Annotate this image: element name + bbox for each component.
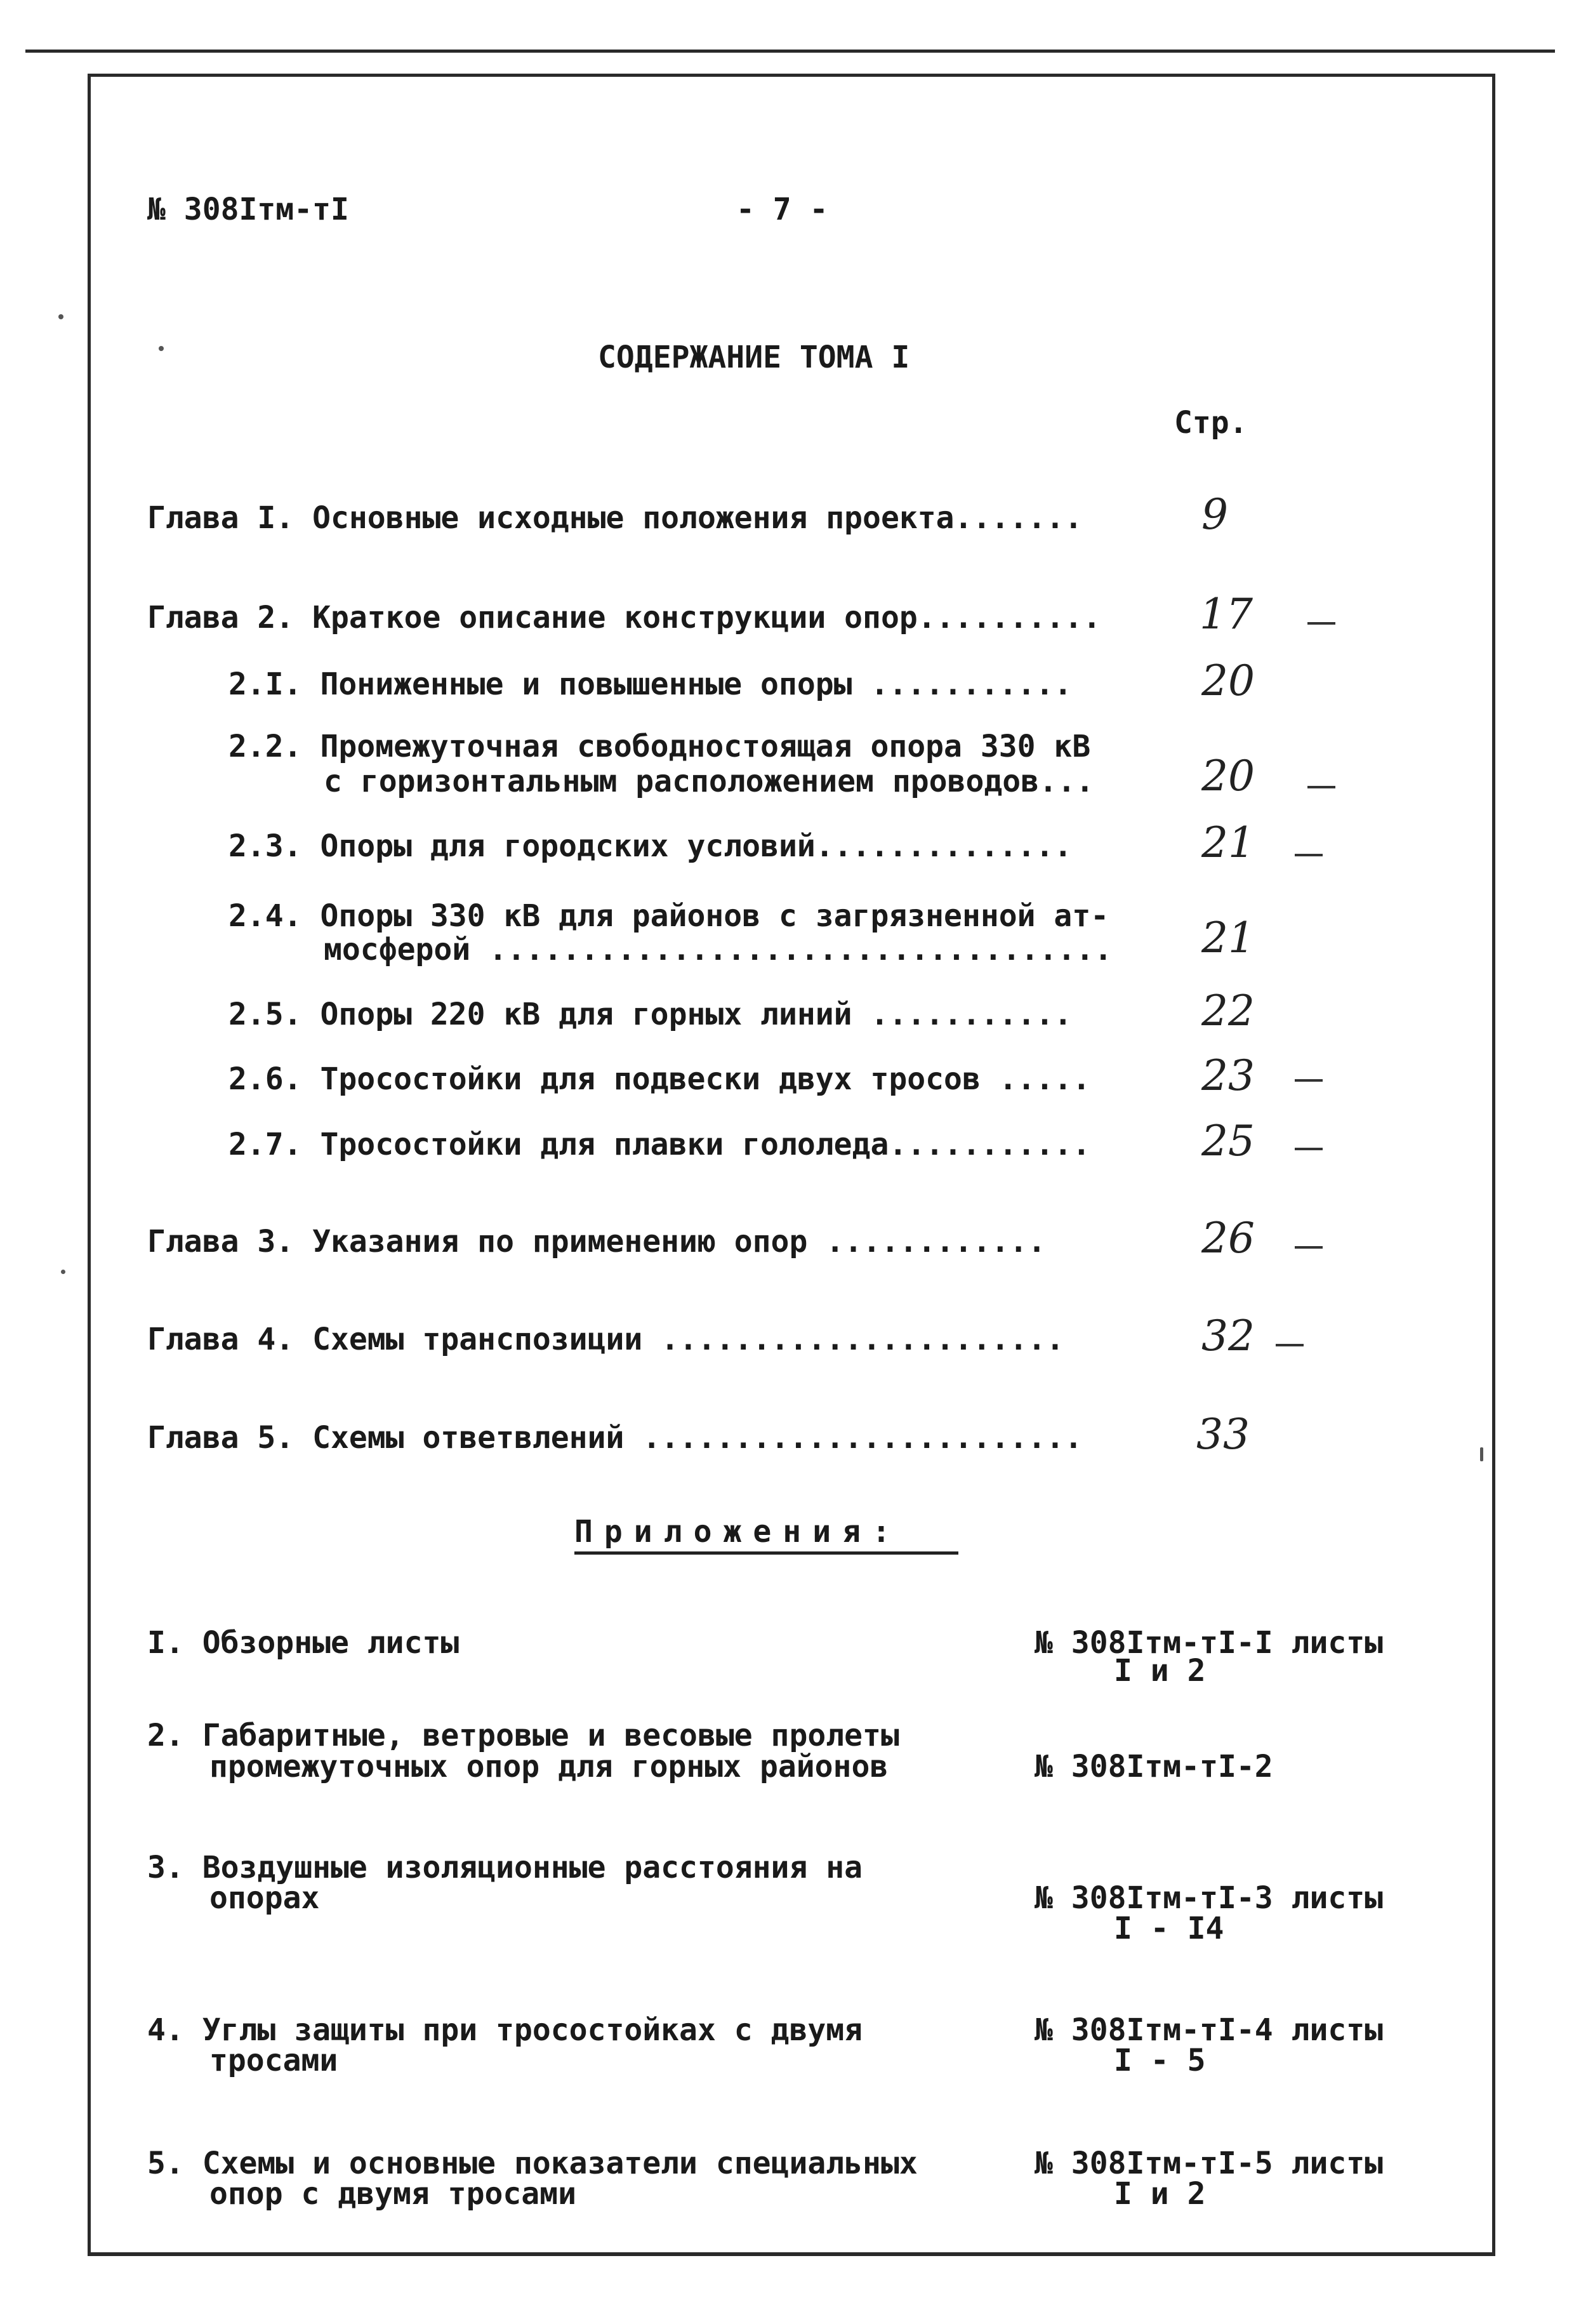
appendix-item-sheets: I и 2	[1114, 2176, 1206, 2212]
appendix-item-title: 5. Схемы и основные показатели специальных	[147, 2146, 918, 2181]
appendix-title-underline	[574, 1551, 958, 1555]
scan-speck	[61, 1270, 65, 1274]
appendix-item-title: 4. Углы защиты при тросостойках с двумя	[147, 2012, 863, 2048]
toc-page-number: 21	[1201, 818, 1255, 867]
appendix-item-reference: № 308Iтм-тI-5 листы	[1035, 2146, 1384, 2181]
toc-entry-continuation: с горизонтальным расположением проводов...	[324, 764, 1094, 799]
scan-speck	[159, 346, 164, 351]
appendix-item-title-continuation: тросами	[209, 2043, 338, 2078]
margin-dash	[1295, 854, 1323, 856]
toc-entry: Глава I. Основные исходные положения проекта.......	[147, 500, 1083, 536]
page-title: СОДЕРЖАНИЕ ТОМА I	[598, 340, 910, 375]
toc-page-number: 25	[1201, 1117, 1255, 1165]
appendix-item-reference: № 308Iтм-тI-I листы	[1035, 1625, 1384, 1661]
toc-entry: 2.I. Пониженные и повышенные опоры ...........	[228, 667, 1073, 702]
toc-page-number: 20	[1201, 656, 1255, 705]
toc-entry: 2.6. Тросостойки для подвески двух тросов .....	[228, 1061, 1091, 1097]
appendix-item-title-continuation: опор с двумя тросами	[209, 2176, 576, 2212]
appendix-item-sheets: I - I4	[1114, 1911, 1224, 1946]
margin-dash	[1276, 1344, 1304, 1346]
toc-entry: Глава 2. Краткое описание конструкции опор..........	[147, 600, 1101, 635]
top-rule	[25, 50, 1555, 53]
toc-entry: Глава 4. Схемы транспозиции ......................	[147, 1322, 1064, 1357]
toc-page-number: 32	[1201, 1311, 1255, 1360]
toc-page-number: 20	[1201, 752, 1255, 800]
page-number: - 7 -	[736, 192, 828, 227]
page-frame	[88, 74, 1495, 2256]
appendix-title: Приложения:	[574, 1514, 902, 1550]
toc-entry-continuation: мосферой ..................................	[324, 932, 1113, 967]
toc-entry: 2.3. Опоры для городских условий..............	[228, 828, 1073, 864]
appendix-item-sheets: I и 2	[1114, 1653, 1206, 1689]
toc-page-number: 23	[1201, 1051, 1255, 1100]
toc-page-number: 17	[1200, 590, 1253, 639]
margin-dash	[1307, 622, 1335, 625]
appendix-item-reference: № 308Iтм-тI-4 листы	[1035, 2012, 1384, 2048]
margin-dash	[1295, 1079, 1323, 1082]
margin-dash	[1295, 1148, 1323, 1150]
toc-entry: 2.4. Опоры 330 кВ для районов с загрязненной ат-	[228, 898, 1109, 934]
appendix-item-title: 3. Воздушные изоляционные расстояния на	[147, 1850, 863, 1885]
margin-dash	[1295, 1246, 1323, 1249]
appendix-item-title-continuation: опорах	[209, 1880, 320, 1916]
toc-page-number: 26	[1201, 1214, 1255, 1263]
appendix-item-reference: № 308Iтм-тI-3 листы	[1035, 1880, 1384, 1916]
appendix-item-sheets: I - 5	[1114, 2043, 1206, 2078]
scan-speck	[58, 314, 63, 319]
toc-entry: 2.5. Опоры 220 кВ для горных линий ...........	[228, 997, 1073, 1032]
toc-entry: 2.2. Промежуточная свободностоящая опора 330 кВ	[228, 729, 1091, 764]
toc-page-number: 21	[1201, 913, 1255, 962]
scan-speck	[1480, 1447, 1483, 1461]
document-number: № 308Iтм-тI	[147, 192, 349, 227]
toc-entry: Глава 3. Указания по применению опор ............	[147, 1224, 1047, 1259]
toc-entry: Глава 5. Схемы ответвлений ........................	[147, 1420, 1083, 1456]
toc-page-number: 22	[1201, 986, 1255, 1035]
appendix-item-title: 2. Габаритные, ветровые и весовые пролеты	[147, 1718, 899, 1753]
appendix-item-title-continuation: промежуточных опор для горных районов	[209, 1749, 889, 1784]
page-column-label: Стр.	[1174, 405, 1248, 441]
margin-dash	[1307, 786, 1335, 788]
toc-entry: 2.7. Тросостойки для плавки гололеда...........	[228, 1127, 1091, 1162]
appendix-item-title: I. Обзорные листы	[147, 1625, 460, 1661]
appendix-item-reference: № 308Iтм-тI-2	[1035, 1749, 1273, 1784]
toc-page-number: 9	[1201, 490, 1228, 539]
toc-page-number: 33	[1196, 1410, 1250, 1459]
